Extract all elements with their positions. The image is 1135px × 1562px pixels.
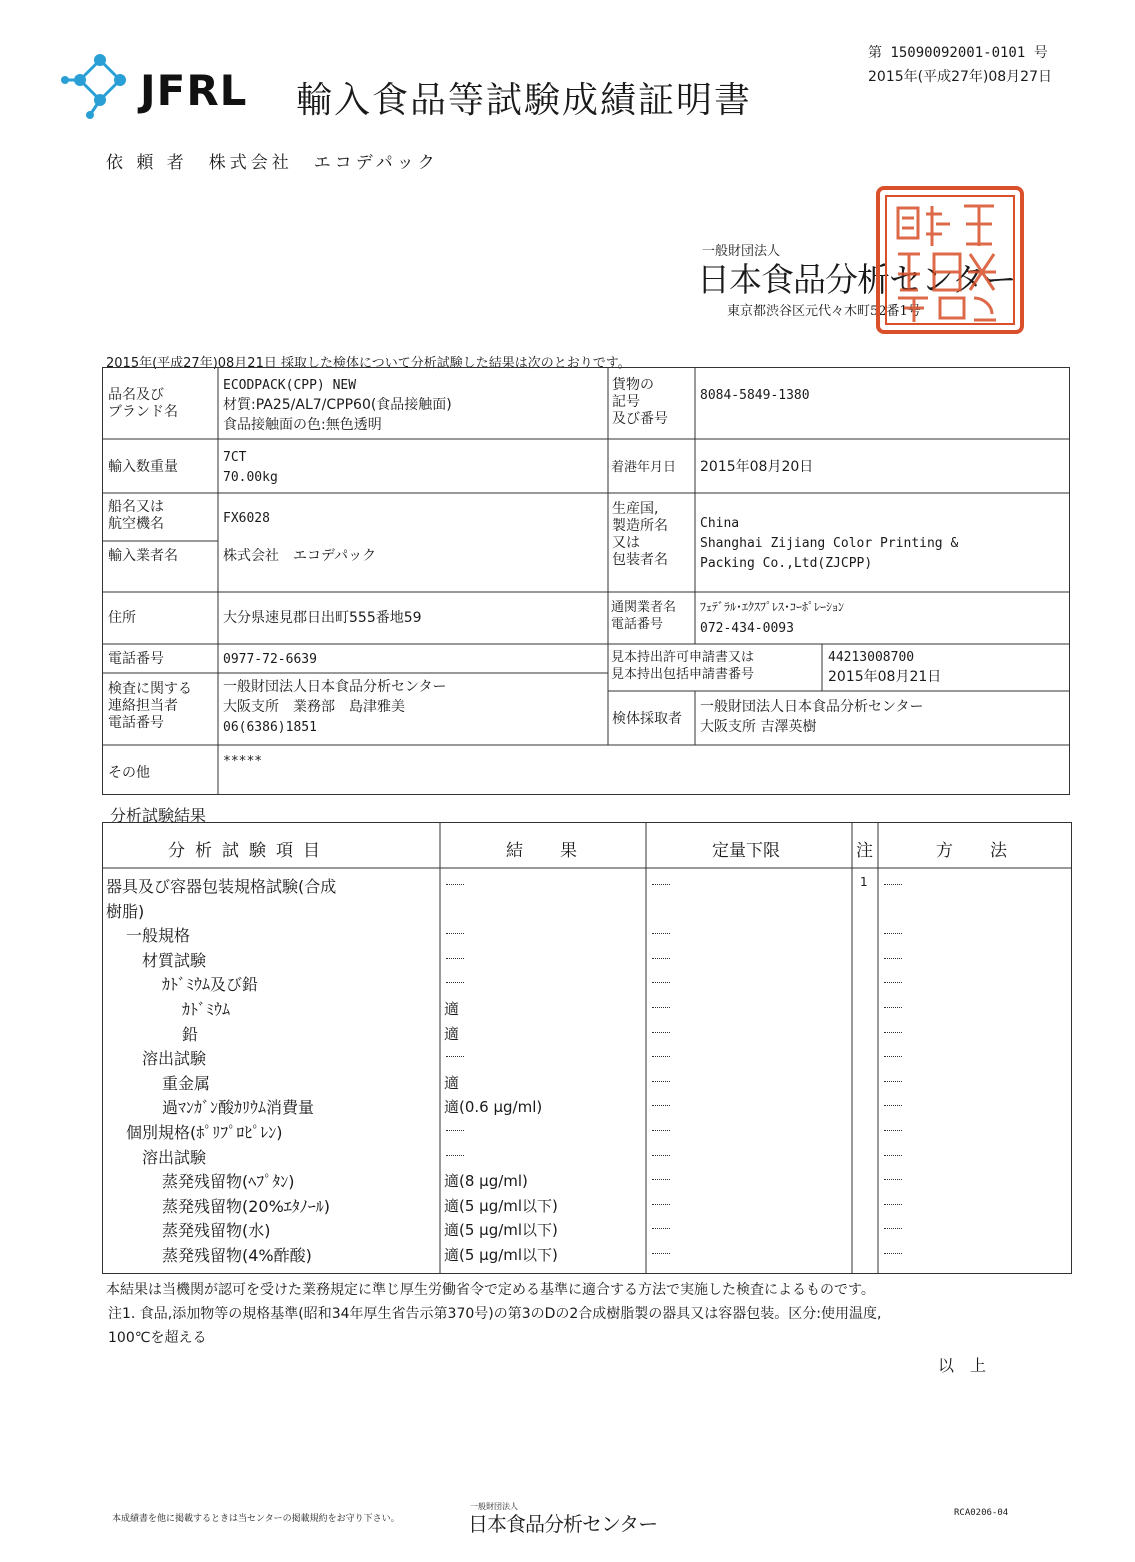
results-heading: 分析試験結果: [110, 806, 207, 825]
address-value: 大分県速見郡日出町555番地59: [223, 610, 422, 626]
product-line-1: ECODPACK(CPP) NEW: [223, 378, 357, 393]
method-dots: [884, 1130, 902, 1131]
other-label: その他: [108, 765, 150, 781]
result-dots: [446, 1155, 464, 1156]
method-dots: [884, 1056, 902, 1057]
sampler-line-1: 一般財団法人日本食品分析センター: [700, 699, 924, 715]
sample-permit-label: 見本持出許可申請書又は 見本持出包括申請書番号: [611, 650, 755, 682]
result-item-4: ｶﾄﾞﾐｳﾑ及び鉛: [162, 975, 259, 995]
result-item-7: 溶出試験: [142, 1049, 207, 1069]
result-dots: [446, 958, 464, 959]
document-title: 輸入食品等試験成績証明書: [296, 80, 753, 121]
sampler-label: 検体採取者: [612, 711, 682, 727]
limit-dots: [652, 958, 670, 959]
results-table: [102, 822, 1072, 1274]
method-dots: [884, 1228, 902, 1229]
result-item-9: 過ﾏﾝｶﾞﾝ酸ｶﾘｳﾑ消費量: [162, 1098, 315, 1118]
product-line-2: 材質:PA25/AL7/CPP60(食品接触面): [223, 397, 452, 413]
contact-line-3: 06(6386)1851: [223, 720, 317, 735]
method-dots: [884, 1007, 902, 1008]
address-label: 住所: [108, 610, 136, 626]
origin-line-3: Packing Co.,Ltd(ZJCPP): [700, 556, 873, 571]
broker-label: 通関業者名 電話番号: [611, 600, 677, 632]
method-dots: [884, 933, 902, 934]
result-item-1: 樹脂): [106, 901, 145, 921]
result-value-6: 適: [444, 1024, 460, 1043]
col-header-method: 方 法: [936, 841, 1017, 861]
jfrl-logo-icon: [60, 50, 140, 120]
result-item-5: ｶﾄﾞﾐｳﾑ: [182, 1000, 231, 1019]
cargo-label: 貨物の 記号 及び番号: [612, 377, 668, 427]
sampler-line-2: 大阪支所 吉澤英樹: [700, 719, 817, 735]
method-dots: [884, 1105, 902, 1106]
result-item-15: 蒸発残留物(4%酢酸): [162, 1246, 312, 1265]
result-item-13: 蒸発残留物(20%ｴﾀﾉｰﾙ): [162, 1196, 331, 1216]
sample-info-table: [102, 367, 1070, 795]
footer-disclaimer: 本成績書を他に掲載するときは当センターの掲載規約をお守り下さい。: [112, 1514, 400, 1524]
result-value-13: 適(5 μg/ml以下): [444, 1196, 558, 1215]
origin-line-1: China: [700, 516, 740, 531]
result-value-12: 適(8 μg/ml): [444, 1172, 528, 1191]
issuer-address: 東京都渋谷区元代々木町52番1号: [727, 304, 921, 319]
limit-dots: [652, 1155, 670, 1156]
issuer-org-name: 日本食品分析センター: [697, 260, 1016, 299]
method-dots: [884, 1032, 902, 1033]
vessel-label: 船名又は 航空機名: [108, 499, 164, 532]
basis-statement: 本結果は当機関が認可を受けた業務規定に準じ厚生労働省令で定める基準に適合する方法で実施した検査によるものです。: [106, 1282, 875, 1298]
importer-label: 輸入業者名: [108, 548, 178, 564]
product-label: 品名及び ブランド名: [108, 387, 178, 420]
result-dots: [446, 884, 464, 885]
quantity-line-2: 70.00kg: [223, 470, 278, 485]
limit-dots: [652, 884, 670, 885]
note-marker-0: 1: [860, 875, 868, 889]
closing-mark: 以 上: [938, 1356, 987, 1375]
product-line-3: 食品接触面の色:無色透明: [223, 417, 382, 433]
footer-org-name: 日本食品分析センター: [468, 1512, 658, 1536]
phone-label: 電話番号: [108, 651, 164, 667]
limit-dots: [652, 1253, 670, 1254]
result-value-15: 適(5 μg/ml以下): [444, 1246, 558, 1264]
col-header-result: 結 果: [506, 841, 587, 861]
arrival-label: 着港年月日: [611, 460, 677, 475]
limit-dots: [652, 933, 670, 934]
result-value-14: 適(5 μg/ml以下): [444, 1221, 558, 1240]
footer-org-type: 一般財団法人: [470, 1502, 518, 1511]
result-item-8: 重金属: [162, 1073, 211, 1093]
broker-name: ﾌｪﾃﾞﾗﾙ･ｴｸｽﾌﾟﾚｽ･ｺｰﾎﾟﾚｰｼｮﾝ: [700, 600, 845, 614]
limit-dots: [652, 1056, 670, 1057]
method-dots: [884, 958, 902, 959]
result-dots: [446, 1130, 464, 1131]
origin-label: 生産国, 製造所名 又は 包装者名: [612, 501, 668, 568]
limit-dots: [652, 1032, 670, 1033]
vessel-value: FX6028: [223, 511, 270, 526]
result-item-14: 蒸発残留物(水): [162, 1221, 271, 1241]
result-dots: [446, 1056, 464, 1057]
result-value-5: 適: [444, 1000, 460, 1018]
method-dots: [884, 1155, 902, 1156]
method-dots: [884, 1253, 902, 1254]
contact-line-2: 大阪支所 業務部 島津雅美: [223, 699, 405, 715]
method-dots: [884, 884, 902, 885]
limit-dots: [652, 982, 670, 983]
result-dots: [446, 982, 464, 983]
note-1-line-2: 100℃を超える: [108, 1330, 207, 1346]
method-dots: [884, 1179, 902, 1180]
certificate-number: 第 15090092001-0101 号: [868, 45, 1048, 61]
limit-dots: [652, 1179, 670, 1180]
intro-statement: 2015年(平成27年)08月21日 採取した検体について分析試験した結果は次のとおりです。: [106, 356, 631, 371]
phone-value: 0977-72-6639: [223, 652, 317, 667]
sample-permit-number: 44213008700: [828, 650, 915, 665]
result-value-8: 適: [444, 1073, 460, 1092]
col-header-item: 分析試験項目: [168, 841, 330, 861]
logo-text: JFRL: [140, 66, 248, 115]
other-value: *****: [223, 754, 263, 769]
method-dots: [884, 1204, 902, 1205]
requester: 依 頼 者 株式会社 エコデパック: [106, 153, 439, 173]
limit-dots: [652, 1130, 670, 1131]
result-item-0: 器具及び容器包装規格試験(合成: [106, 877, 337, 896]
result-item-2: 一般規格: [126, 926, 191, 946]
quantity-label: 輸入数重量: [108, 459, 178, 475]
note-1-line-1: 注1. 食品,添加物等の規格基準(昭和34年厚生省告示第370号)の第3のDの2合成樹脂製の器具又は容器包装。区分:使用温度,: [108, 1306, 882, 1322]
result-value-9: 適(0.6 μg/ml): [444, 1098, 543, 1117]
result-item-6: 鉛: [182, 1024, 199, 1044]
limit-dots: [652, 1007, 670, 1008]
importer-value: 株式会社 エコデパック: [223, 548, 377, 564]
issue-date: 2015年(平成27年)08月27日: [868, 69, 1052, 85]
footer-form-code: RCA0206-04: [954, 1508, 1009, 1518]
col-header-note: 注: [856, 841, 873, 861]
col-header-limit: 定量下限: [712, 841, 780, 861]
broker-phone: 072-434-0093: [700, 621, 794, 636]
method-dots: [884, 982, 902, 983]
result-item-3: 材質試験: [142, 950, 207, 970]
cargo-value: 8084-5849-1380: [700, 388, 810, 403]
result-dots: [446, 933, 464, 934]
limit-dots: [652, 1081, 670, 1082]
result-item-12: 蒸発残留物(ﾍﾌﾟﾀﾝ): [162, 1172, 295, 1192]
issuer-org-type: 一般財団法人: [702, 244, 781, 259]
limit-dots: [652, 1204, 670, 1205]
limit-dots: [652, 1105, 670, 1106]
contact-line-1: 一般財団法人日本食品分析センター: [223, 679, 447, 695]
arrival-value: 2015年08月20日: [700, 459, 814, 475]
limit-dots: [652, 1228, 670, 1229]
quantity-line-1: 7CT: [223, 450, 247, 465]
method-dots: [884, 1081, 902, 1082]
origin-line-2: Shanghai Zijiang Color Printing &: [700, 536, 959, 551]
official-seal-icon: [874, 184, 1026, 336]
sample-permit-date: 2015年08月21日: [828, 669, 942, 685]
result-item-10: 個別規格(ﾎﾟﾘﾌﾟﾛﾋﾟﾚﾝ): [126, 1123, 283, 1142]
contact-label: 検査に関する 連絡担当者 電話番号: [108, 681, 192, 731]
result-item-11: 溶出試験: [142, 1147, 207, 1167]
